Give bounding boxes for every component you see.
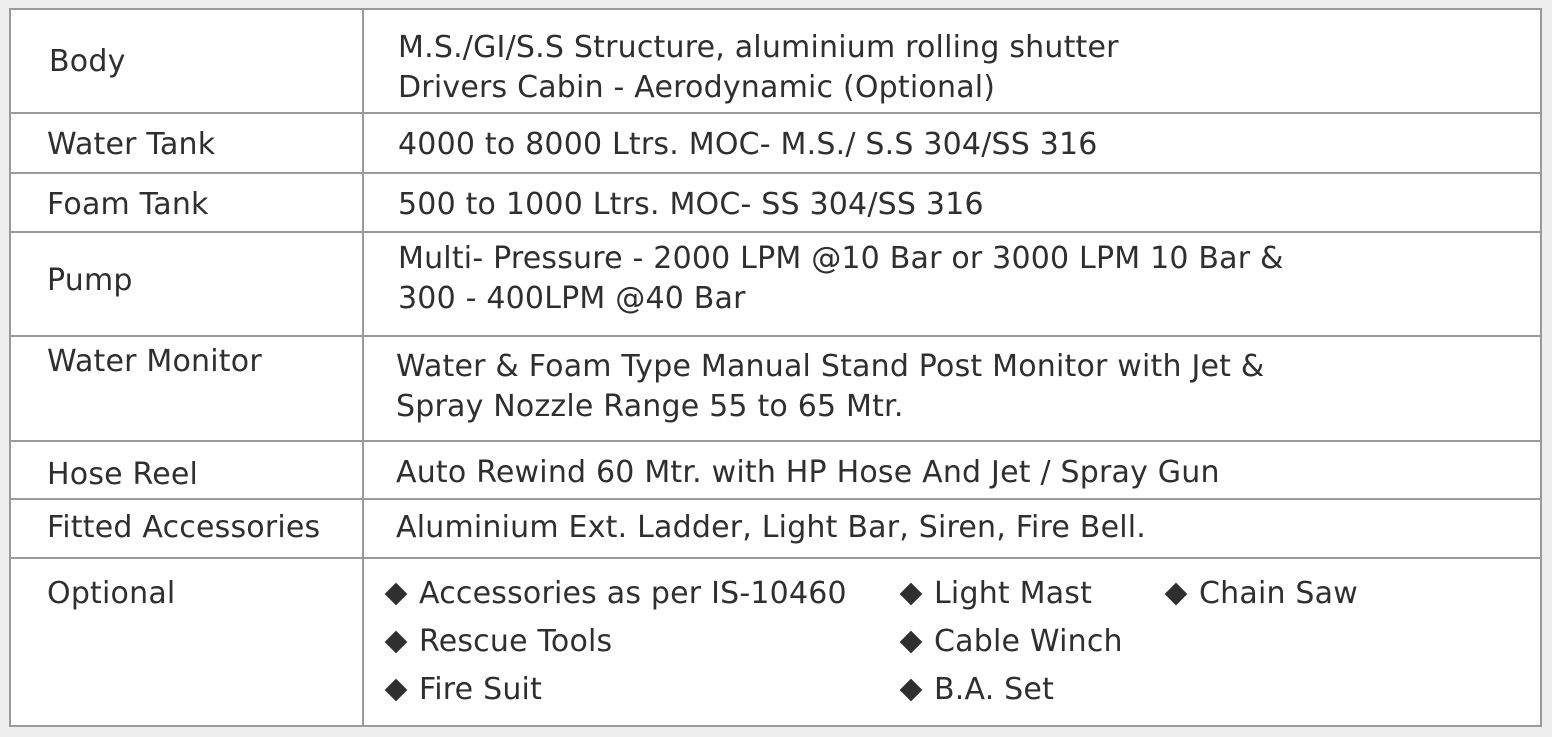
row-value-body <box>363 10 1540 113</box>
optional-item-label: Accessories as per IS-10460 <box>419 576 847 612</box>
optional-item <box>1166 574 1358 614</box>
row-label-water-tank: Water Tank <box>11 113 363 172</box>
value-line: Drivers Cabin - Aerodynamic (Optional) <box>398 70 996 105</box>
optional-item <box>386 670 542 710</box>
value-line: Aluminium Ext. Ladder, Light Bar, Siren, Fire Bell. <box>396 510 1147 545</box>
row-value-hose-reel <box>363 441 1540 499</box>
diamond-bullet-icon <box>900 679 923 702</box>
value-line: Water & Foam Type Manual Stand Post Monitor with Jet & <box>396 349 1265 385</box>
optional-item <box>901 670 1054 710</box>
row-label-body: Body <box>11 10 363 113</box>
row-label-pump: Pump <box>11 232 363 336</box>
value-line: 4000 to 8000 Ltrs. MOC- M.S./ S.S 304/SS 316 <box>398 127 1098 163</box>
optional-item <box>386 622 612 662</box>
diamond-bullet-icon <box>900 631 923 654</box>
value-line: Spray Nozzle Range 55 to 65 Mtr. <box>396 389 904 425</box>
optional-item-label: Cable Winch <box>934 624 1123 660</box>
optional-item-label: Chain Saw <box>1199 576 1358 612</box>
optional-item <box>901 574 1092 614</box>
spec-table <box>11 10 1540 725</box>
table-row <box>11 336 1540 440</box>
row-label-fitted-accessories: Fitted Accessories <box>11 499 363 558</box>
value-line: 500 to 1000 Ltrs. MOC- SS 304/SS 316 <box>398 186 984 222</box>
row-label-hose-reel: Hose Reel <box>11 441 363 499</box>
optional-item <box>386 574 847 614</box>
table-row <box>11 113 1540 172</box>
value-line: Multi- Pressure - 2000 LPM @10 Bar or 3000 LPM 10 Bar & <box>398 240 1284 276</box>
row-value-water-monitor <box>363 336 1540 440</box>
diamond-bullet-icon <box>1165 583 1188 606</box>
row-value-pump <box>363 232 1540 336</box>
value-line: Auto Rewind 60 Mtr. with HP Hose And Jet / Spray Gun <box>396 454 1220 490</box>
table-row <box>11 558 1540 725</box>
optional-item-label: Light Mast <box>934 576 1093 612</box>
table-row <box>11 10 1540 113</box>
optional-item-label: Rescue Tools <box>419 624 613 660</box>
row-value-fitted-accessories <box>363 499 1540 558</box>
value-line: M.S./GI/S.S Structure, aluminium rolling shutter <box>398 30 1119 65</box>
diamond-bullet-icon <box>385 631 408 654</box>
value-line: 300 - 400LPM @40 Bar <box>398 280 746 316</box>
diamond-bullet-icon <box>900 583 923 606</box>
optional-item <box>901 622 1123 662</box>
table-row <box>11 441 1540 499</box>
diamond-bullet-icon <box>385 679 408 702</box>
row-value-foam-tank <box>363 173 1540 232</box>
row-label-optional: Optional <box>11 558 363 725</box>
row-label-water-monitor: Water Monitor <box>11 336 363 440</box>
row-label-foam-tank: Foam Tank <box>11 173 363 232</box>
table-row <box>11 173 1540 232</box>
row-value-optional <box>363 558 1540 725</box>
row-value-water-tank <box>363 113 1540 172</box>
spec-table-frame <box>9 8 1542 727</box>
table-row <box>11 232 1540 336</box>
optional-item-label: B.A. Set <box>934 672 1055 708</box>
table-row <box>11 499 1540 558</box>
diamond-bullet-icon <box>385 583 408 606</box>
optional-item-label: Fire Suit <box>419 672 543 708</box>
